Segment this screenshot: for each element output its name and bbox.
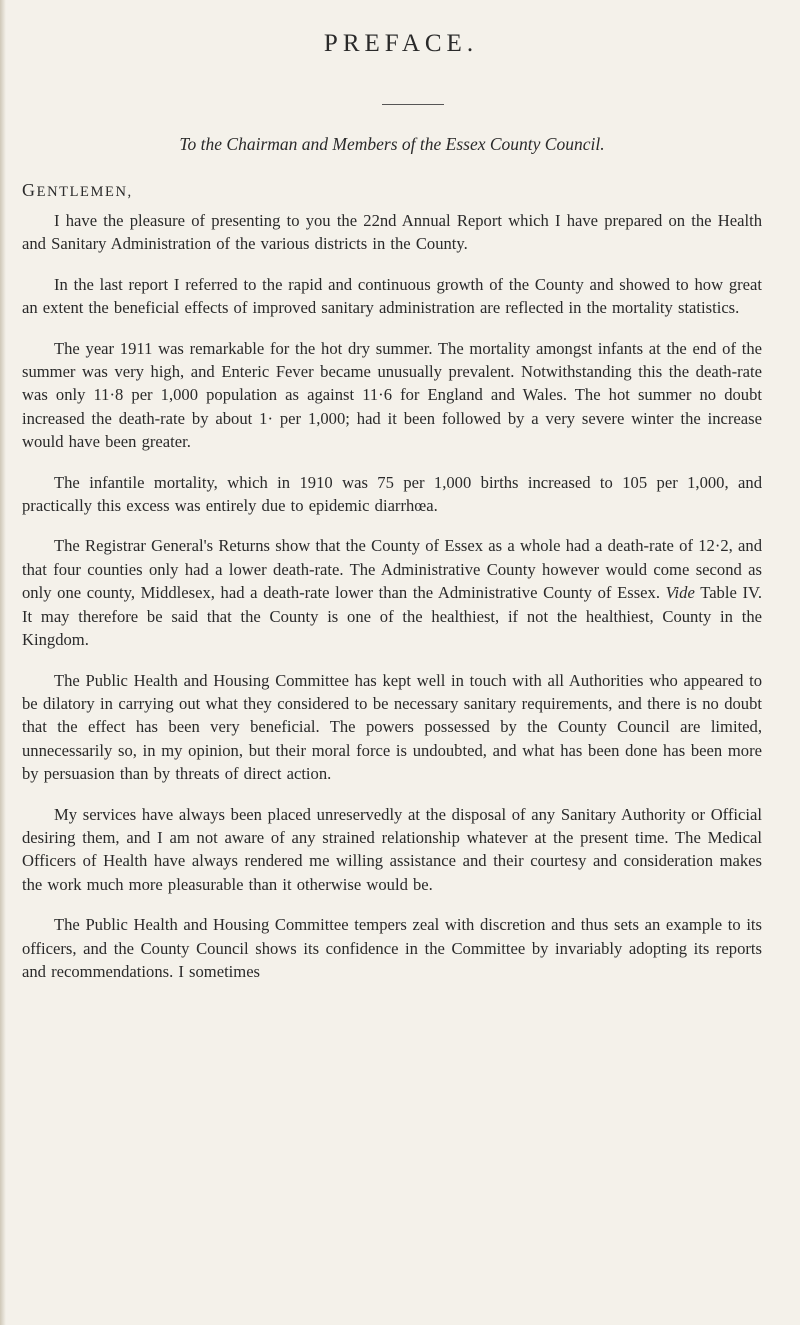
paragraph-6: The Public Health and Housing Committee has kept well in touch with all Authorities who appeared to be dilatory in carrying out what they considered to be necessary sanitary requirements, and there is no doubt that the effect has been very beneficial. The powers possessed by the County Council are limited, unnecessarily so, in my opinion, but their moral force is undoubted, and what has been done has been more by persuasion than by threats of direct action. — [22, 670, 762, 784]
paragraph-2: In the last report I referred to the rapid and continuous growth of the County and showed to how great an extent the beneficial effects of improved sanitary administration are reflected in the mortality statistics. — [22, 274, 762, 318]
dedication: To the Chairman and Members of the Essex County Council. — [179, 134, 605, 154]
paragraph-4: The infantile mortality, which in 1910 was 75 per 1,000 births increased to 105 per 1,000, and practically this excess was entirely due to epidemic diarrhœa. — [22, 472, 762, 516]
page-title: PREFACE. — [323, 30, 479, 57]
salutation-rest: ENTLEMEN, — [36, 184, 133, 200]
paragraph-5-text-b: Table IV. It may therefore be said that the County is one of the healthiest, if not the healthiest, County in the Kingdom. — [22, 583, 763, 650]
paragraph-3: The year 1911 was remarkable for the hot dry summer. The mortality amongst infants at the end of the summer was very high, and Enteric Fever became unusually prevalent. Notwithstanding this the death-rate was only 11·8 per 1,000 population as against 11·6 for England and Wales. The hot summer no doubt increased the death-rate by about 1· per 1,000; had it been followed by a very severe winter the increase would have been greater. — [22, 338, 762, 452]
vide-reference: Vide — [665, 583, 695, 603]
paragraph-7: My services have always been placed unreservedly at the disposal of any Sanitary Authority or Official desiring them, and I am not aware of any strained relationship whatever at the present time. The Medical Officers of Health have always rendered me willing assistance and their courtesy and consideration makes the work much more pleasurable than it otherwise would be. — [22, 804, 762, 894]
paragraph-5-text-a: The Registrar General's Returns show that the County of Essex as a whole had a death-rate of 12·2, and that four counties only had a lower death-rate. The Administrative County however would come second as only one county, Middlesex, had a death-rate lower than the Administrative County of Essex. — [22, 536, 762, 603]
paragraph-8: The Public Health and Housing Committee tempers zeal with discretion and thus sets an example to its officers, and the County Council shows its confidence in the Committee by invariably adopting its reports and recommendations. I sometimes — [22, 915, 762, 981]
paragraph-1: I have the pleasure of presenting to you the 22nd Annual Report which I have prepared on the Health and Sanitary Administration of the various districts in the County. — [22, 211, 762, 254]
salutation-initial: G — [22, 180, 37, 200]
title-rule — [382, 104, 444, 105]
salutation — [22, 179, 762, 203]
paragraph-5 — [22, 534, 762, 651]
